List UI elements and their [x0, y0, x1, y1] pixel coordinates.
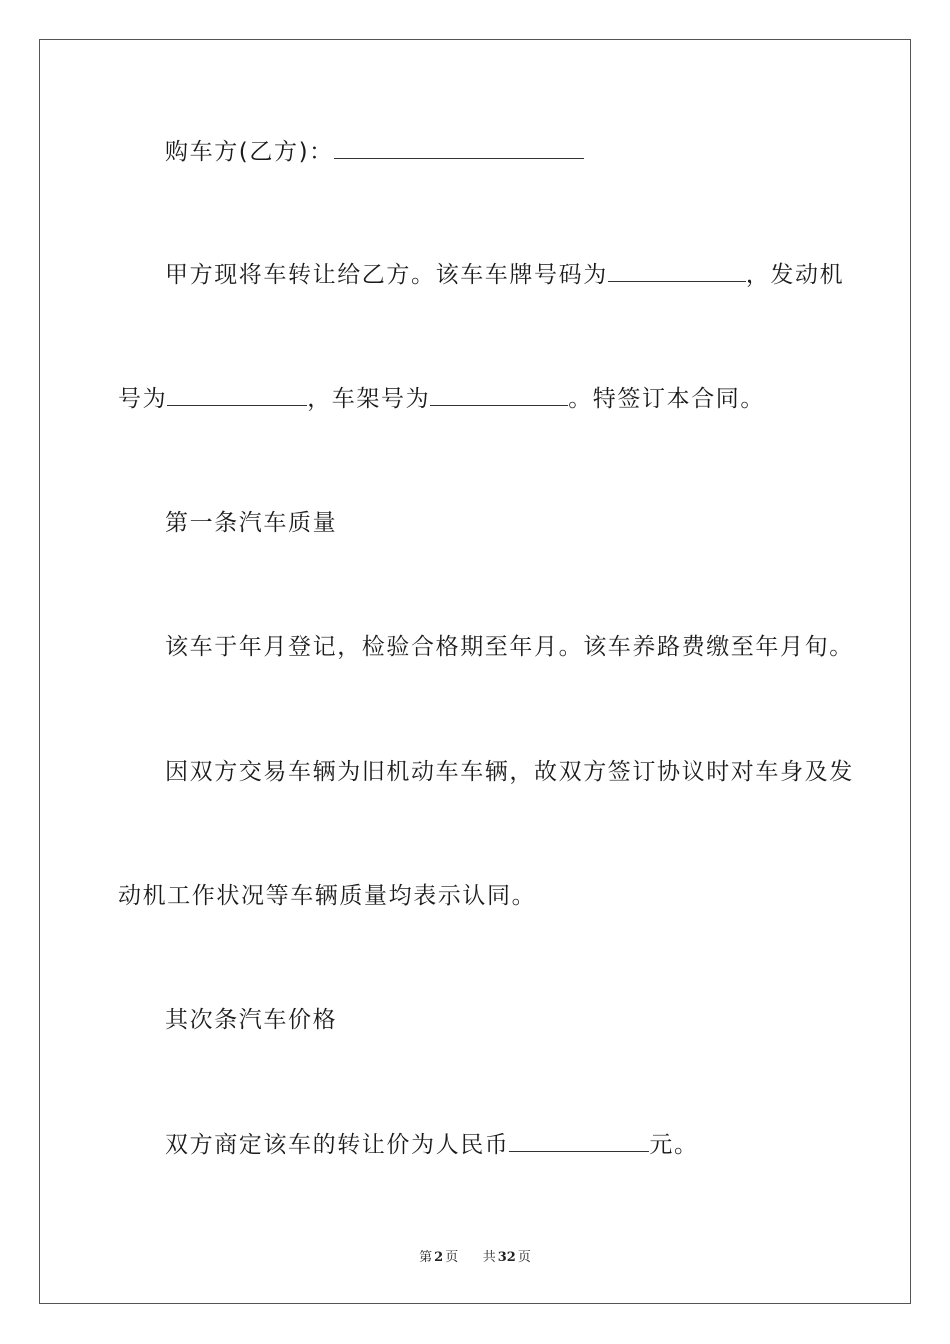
- plate-number-blank[interactable]: [608, 261, 746, 282]
- article-2-heading: 其次条汽车价格: [165, 1007, 338, 1033]
- article-2-paragraph-1: [165, 1130, 699, 1160]
- page-number: 第 2 页: [419, 1250, 459, 1265]
- page-border: [39, 39, 911, 1304]
- paragraph-text: ，车架号为: [307, 386, 431, 412]
- article-1-paragraph-2-line-1: 因双方交易车辆为旧机动车车辆，故双方签订协议时对车身及发: [165, 759, 854, 785]
- buyer-line: [165, 137, 584, 167]
- total-pages: 共 32 页: [482, 1250, 531, 1265]
- paragraph-text: 号为: [118, 386, 168, 412]
- paragraph-1-line-2: [118, 384, 765, 414]
- page-footer: [0, 1246, 950, 1265]
- buyer-name-blank[interactable]: [334, 138, 584, 159]
- paragraph-1-line-1: [165, 260, 844, 290]
- price-blank[interactable]: [509, 1131, 649, 1152]
- paragraph-text: ，发动机: [745, 262, 845, 288]
- article-1-heading: 第一条汽车质量: [165, 510, 338, 536]
- paragraph-text: 双方商定该车的转让价为人民币: [165, 1132, 510, 1158]
- paragraph-text: 元。: [649, 1132, 699, 1158]
- frame-number-blank[interactable]: [430, 385, 568, 406]
- paragraph-text: 。特签订本合同。: [568, 386, 766, 412]
- paragraph-text: 甲方现将车转让给乙方。该车车牌号码为: [165, 262, 608, 288]
- article-1-paragraph-1: 该车于年月登记，检验合格期至年月。该车养路费缴至年月旬。: [165, 634, 854, 660]
- buyer-label: 购车方(乙方)：: [165, 139, 334, 165]
- engine-number-blank[interactable]: [167, 385, 307, 406]
- article-1-paragraph-2-line-2: 动机工作状况等车辆质量均表示认同。: [118, 883, 537, 909]
